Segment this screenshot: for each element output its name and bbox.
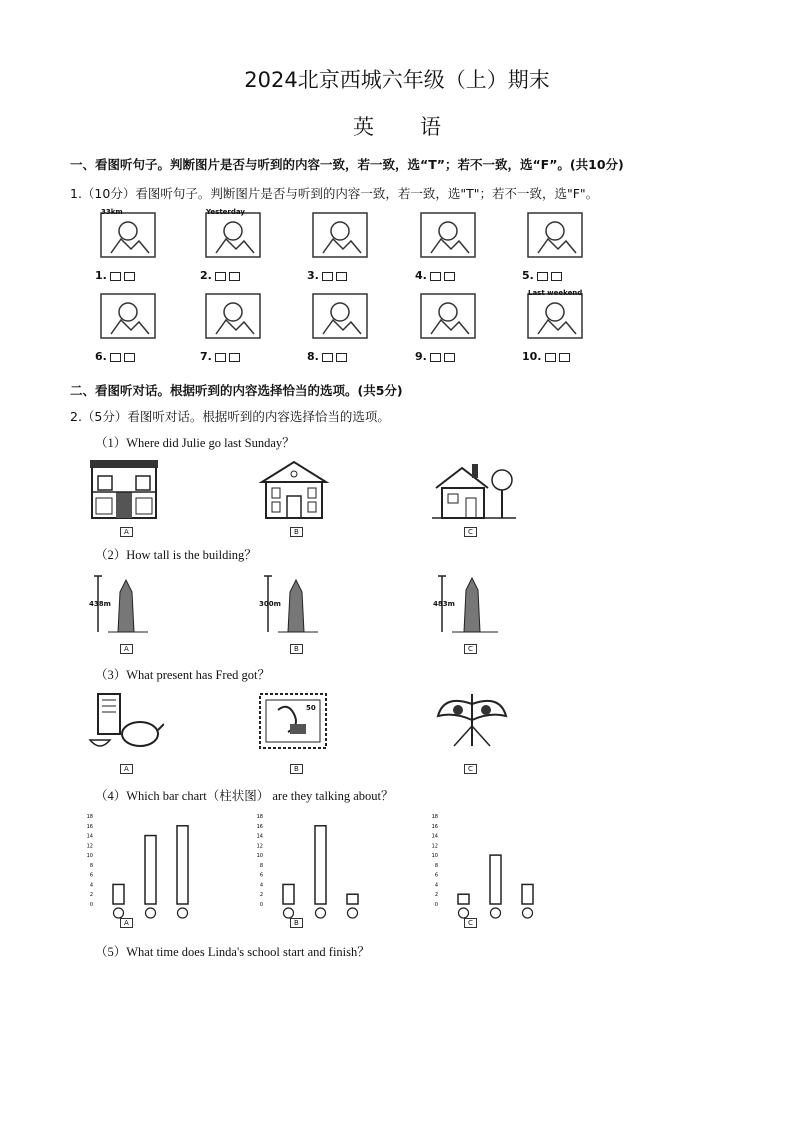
y-tick-label: 16 (256, 823, 263, 830)
answer-box-t[interactable] (110, 272, 121, 281)
cat-icon (459, 908, 469, 918)
y-tick-label: 0 (259, 902, 263, 908)
option-picture-kite (434, 690, 510, 752)
question-1: 1.（10分）看图听句子。判断图片是否与听到的内容一致，若一致，选"T"；若不一致，选"F"。 (70, 186, 599, 201)
listening-picture-3 (309, 207, 371, 263)
answer-box-t[interactable] (537, 272, 548, 281)
y-tick-label: 14 (256, 833, 263, 840)
listening-picture-8 (309, 288, 371, 344)
y-tick-label: 18 (86, 814, 93, 820)
y-tick-label: 18 (431, 814, 438, 820)
option-label-1-b[interactable]: B (290, 527, 303, 537)
option-picture-tea (88, 690, 164, 752)
option-label-4-c[interactable]: C (464, 918, 477, 928)
answer-box-f[interactable] (559, 353, 570, 362)
option-label-4-b[interactable]: B (290, 918, 303, 928)
section2-heading: 二、看图听对话。根据听到的内容选择恰当的选项。(共5分) (70, 383, 403, 398)
answer-box-f[interactable] (444, 272, 455, 281)
dog-icon (523, 908, 533, 918)
dog-icon (284, 908, 294, 918)
y-tick-label: 10 (256, 853, 263, 860)
cat-icon (348, 908, 358, 918)
y-tick-label: 4 (89, 882, 93, 889)
bar-charts (85, 810, 565, 930)
y-tick-label: 2 (259, 892, 263, 899)
y-tick-label: 2 (434, 892, 438, 899)
option-label-2-b[interactable]: B (290, 644, 303, 654)
bar-dog (113, 884, 124, 904)
item-number-1: 1. (95, 269, 135, 282)
subject-title: 英语 (353, 115, 487, 139)
question-2: 2.（5分）看图听对话。根据听到的内容选择恰当的选项。 (70, 409, 390, 424)
picture-caption-2: Yesterday (206, 208, 245, 216)
item-number-2: 2. (200, 269, 240, 282)
bar-cat (458, 894, 469, 904)
bear-icon (491, 908, 501, 918)
item-number-4: 4. (415, 269, 455, 282)
y-tick-label: 0 (89, 902, 93, 908)
item-number-3: 3. (307, 269, 347, 282)
listening-picture-4 (417, 207, 479, 263)
y-tick-label: 8 (89, 862, 93, 869)
bar-bear (490, 855, 501, 904)
option-label-3-b[interactable]: B (290, 764, 303, 774)
option-picture-school (258, 458, 330, 522)
y-tick-label: 12 (256, 843, 263, 850)
answer-box-f[interactable] (336, 272, 347, 281)
bar-bear (315, 826, 326, 904)
sub-question-5: （5）What time does Linda's school start and finish？ (95, 945, 370, 959)
y-tick-label: 2 (89, 892, 93, 899)
option-label-1-a[interactable]: A (120, 527, 133, 537)
answer-box-t[interactable] (215, 272, 226, 281)
bar-bear (177, 826, 188, 904)
y-tick-label: 6 (259, 872, 263, 879)
answer-box-f[interactable] (229, 272, 240, 281)
sub-question-4: （4）Which bar chart（柱状图） are they talking about？ (95, 789, 394, 803)
item-number-7: 7. (200, 350, 240, 363)
y-tick-label: 8 (259, 862, 263, 869)
listening-picture-7 (202, 288, 264, 344)
y-tick-label: 12 (86, 843, 93, 850)
listening-picture-5 (524, 207, 586, 263)
option-picture-restaurant (88, 458, 160, 522)
bear-icon (178, 908, 188, 918)
bear-icon (316, 908, 326, 918)
sub-question-1: （1）Where did Julie go last Sunday？ (95, 436, 295, 450)
answer-box-t[interactable] (430, 353, 441, 362)
dog-icon (114, 908, 124, 918)
y-tick-label: 14 (431, 833, 438, 840)
y-tick-label: 6 (434, 872, 438, 879)
answer-box-t[interactable] (322, 272, 333, 281)
answer-box-t[interactable] (322, 353, 333, 362)
answer-box-f[interactable] (336, 353, 347, 362)
y-tick-label: 10 (431, 853, 438, 860)
answer-box-f[interactable] (551, 272, 562, 281)
y-tick-label: 12 (431, 843, 438, 850)
sub-question-3: （3）What present has Fred got？ (95, 668, 270, 682)
item-number-10: 10. (522, 350, 570, 363)
option-label-2-a[interactable]: A (120, 644, 133, 654)
page-title: 2024北京西城六年级（上）期末 (244, 68, 550, 92)
item-number-5: 5. (522, 269, 562, 282)
option-picture-house (432, 458, 516, 522)
bar-dog (522, 884, 533, 904)
answer-box-f[interactable] (444, 353, 455, 362)
y-tick-label: 4 (434, 882, 438, 889)
option-label-1-c[interactable]: C (464, 527, 477, 537)
y-tick-label: 14 (86, 833, 93, 840)
answer-box-t[interactable] (545, 353, 556, 362)
answer-box-f[interactable] (124, 272, 135, 281)
section1-heading: 一、看图听句子。判断图片是否与听到的内容一致，若一致，选“T”；若不一致，选“F”。(共10分) (70, 157, 624, 172)
y-tick-label: 16 (86, 823, 93, 830)
listening-picture-9 (417, 288, 479, 344)
y-tick-label: 18 (256, 814, 263, 820)
stamp-value: 50 (306, 704, 316, 712)
answer-box-f[interactable] (229, 353, 240, 362)
option-label-4-a[interactable]: A (120, 918, 133, 928)
listening-picture-6 (97, 288, 159, 344)
option-label-2-c[interactable]: C (464, 644, 477, 654)
answer-box-t[interactable] (215, 353, 226, 362)
y-tick-label: 0 (434, 902, 438, 908)
y-tick-label: 4 (259, 882, 263, 889)
option-label-3-c[interactable]: C (464, 764, 477, 774)
bar-dog (283, 884, 294, 904)
monkey-icon (146, 908, 156, 918)
sub-question-2: （2）How tall is the building？ (95, 548, 257, 562)
picture-caption-10: Last weekend (528, 289, 583, 297)
answer-box-f[interactable] (124, 353, 135, 362)
y-tick-label: 8 (434, 862, 438, 869)
picture-caption-1: 33km (101, 208, 123, 216)
answer-box-t[interactable] (430, 272, 441, 281)
y-tick-label: 16 (431, 823, 438, 830)
item-number-8: 8. (307, 350, 347, 363)
height-label-c: 483m (433, 600, 455, 608)
height-label-b: 300m (259, 600, 281, 608)
bar-monkey (145, 836, 156, 904)
option-label-3-a[interactable]: A (120, 764, 133, 774)
height-label-a: 438m (89, 600, 111, 608)
y-tick-label: 10 (86, 853, 93, 860)
answer-box-t[interactable] (110, 353, 121, 362)
y-tick-label: 6 (89, 872, 93, 879)
item-number-9: 9. (415, 350, 455, 363)
item-number-6: 6. (95, 350, 135, 363)
option-picture-stamp (258, 690, 334, 752)
bar-cat (347, 894, 358, 904)
